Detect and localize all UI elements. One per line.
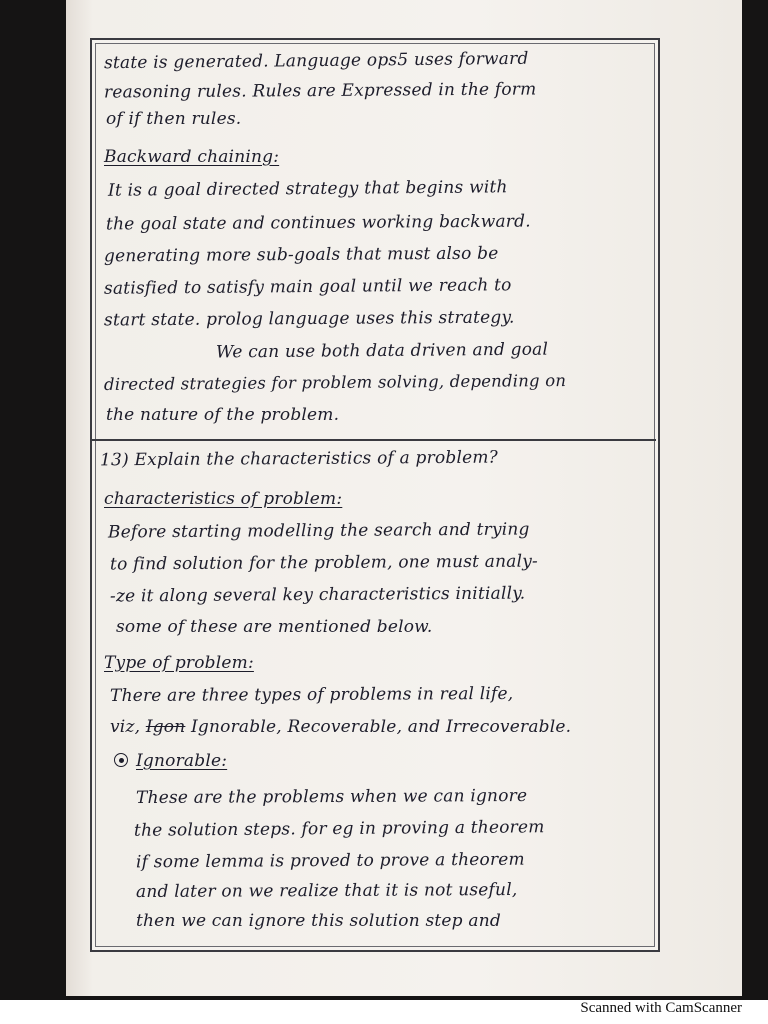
- text-line: generating more sub-goals that must also be: [103, 243, 499, 267]
- text-line: state is generated. Language ops5 uses forward: [103, 48, 529, 74]
- text-line: if some lemma is proved to prove a theorem: [135, 849, 525, 873]
- text-line: [110, 716, 571, 738]
- text-line: the nature of the problem.: [106, 405, 340, 425]
- text-line: then we can ignore this solution step and: [136, 911, 501, 931]
- text-line: start state. prolog language uses this strategy.: [103, 307, 515, 331]
- ignorable-heading-row: [114, 750, 227, 772]
- text-line: Before starting modelling the search and trying: [107, 519, 530, 543]
- text-line: some of these are mentioned below.: [116, 617, 433, 637]
- text-line: These are the problems when we can ignore: [135, 785, 528, 809]
- text-line: directed strategies for problem solving, depending on: [103, 370, 567, 395]
- text-line: of if then rules.: [106, 109, 242, 129]
- type-of-problem-heading: Type of problem:: [104, 653, 254, 673]
- scanner-watermark: Scanned with CamScanner: [580, 1000, 742, 1016]
- text-fragment: Ignorable, Recoverable, and Irrecoverable.: [191, 717, 572, 737]
- circle-bullet-icon: [114, 753, 128, 767]
- ignorable-heading: Ignorable:: [136, 751, 228, 771]
- text-line: satisfied to satisfy main goal until we reach to: [103, 275, 512, 299]
- text-line: -ze it along several key characteristics initially.: [109, 583, 526, 607]
- text-line: There are three types of problems in real life,: [109, 683, 514, 707]
- text-line: reasoning rules. Rules are Expressed in the form: [103, 79, 537, 103]
- text-line: and later on we realize that it is not useful,: [135, 880, 518, 902]
- characteristics-heading: characteristics of problem:: [104, 489, 343, 509]
- text-line: to find solution for the problem, one must analy-: [109, 551, 539, 575]
- text-line: It is a goal directed strategy that begins with: [107, 177, 508, 201]
- text-line: We can use both data driven and goal: [215, 339, 549, 363]
- question-heading: 13) Explain the characteristics of a problem?: [99, 447, 499, 471]
- struck-word: Igon: [145, 717, 186, 737]
- backward-chaining-heading: Backward chaining:: [104, 147, 280, 167]
- text-line: the goal state and continues working backward.: [105, 211, 531, 235]
- text-line: the solution steps. for eg in proving a theorem: [133, 817, 545, 841]
- section-divider: [92, 439, 656, 441]
- text-fragment: viz,: [110, 717, 141, 737]
